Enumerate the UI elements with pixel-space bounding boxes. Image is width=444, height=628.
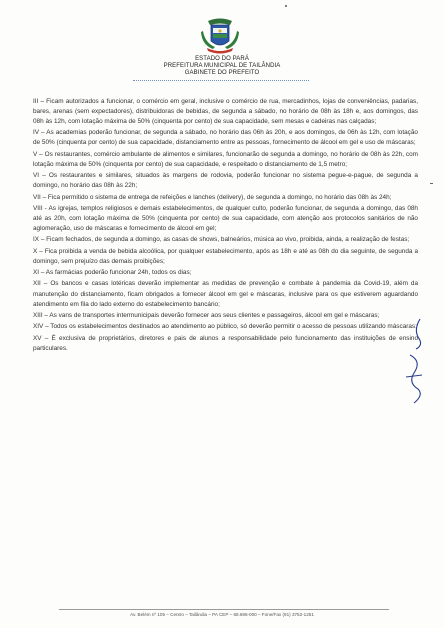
state-name: ESTADO DO PARÁ <box>195 56 249 62</box>
scan-speck <box>285 5 287 7</box>
paragraph-viii: VIII - As igrejas, templos religiosos e demais estabelecimentos, de qualquer culto, poderão funcionar, de segunda a domingo, das 08h até as 20h, com lotação máxima de 50% (cinquenta por cento) de sua capacidade, com atenção aos protocolos sanitários de não aglomeração, uso de máscaras e fornecimento de álcool em gel; <box>33 204 418 233</box>
office-name: GABINETE DO PREFEITO <box>184 70 260 76</box>
paragraph-iii: III – Ficam autorizados a funcionar, o comércio em geral, inclusive o comércio de rua, mercadinhos, lojas de conveniências, padarias, bares, arenas (sem expectadores), distribuidoras de bebidas, de segunda a sábado, no horário de 08h às 18h e, aos domingos, das 08h às 12h, com lotação máxima de 50% (cinquenta por cento) de sua capacidade, sem mesas e cadeiras nas calçadas; <box>33 98 418 126</box>
paragraph-xv: XV – É exclusiva de proprietários, diretores e pais de alunos a responsabilidade pelo funcionamento das instituições de ensino particulares. <box>33 334 418 352</box>
paragraph-vi: VI – Os restaurantes e similares, situados às margens de rodovia, poderão funcionar no sistema pegue-e-pague, de segunda a domingo, no horário das 08h às 22h; <box>33 172 418 190</box>
paragraph-xiv: XIV – Todos os estabelecimentos destinados ao atendimento ao público, só deverão permitir o acesso de pessoas utilizando máscaras; <box>33 323 417 331</box>
handwritten-signature-icon <box>400 315 432 410</box>
paragraph-xii: XII – Os bancos e casas lotéricas deverão implementar as medidas de prevenção e combate à pandemia da Covid-19, além da manutenção do distanciamento, ficam obrigados a fornecer álcool em gel e máscaras, inclusive para os que estiverem aguardando atendimento em fila do lado externo do estabelecimento bancário; <box>33 280 418 308</box>
paragraph-x: X – Fica proibida a venda de bebida alcoólica, por qualquer estabelecimento, após as 18h e até as 08h do dia seguinte, de segunda a domingo, sem prejuízo das demais proibições; <box>33 247 418 265</box>
paragraph-iv: IV – As academias poderão funcionar, de segunda a sábado, no horário das 06h às 20h, e aos domingos, de 06h às 12h, com lotação de 50% (cinquenta por cento) de sua capacidade, distanciamento entre as pessoas, fornecimento de álcool em gel e uso de máscaras; <box>33 129 418 147</box>
paragraph-xi: XI – As farmácias poderão funcionar 24h, todos os dias; <box>33 269 192 277</box>
municipality-name: PREFEITURA MUNICIPAL DE TAILÂNDIA <box>163 63 281 69</box>
margin-mark <box>430 183 433 184</box>
decree-body <box>33 97 418 355</box>
paragraph-v: V – Os restaurantes, comércio ambulante de alimentos e similares, funcionarão de segunda a domingo, no horário de 08h às 22h, com lotação máxima de 50% (cinquenta por cento) de sua capacidade, e respeitado o distanciamento de 1,5 metro; <box>33 150 418 168</box>
paragraph-vii: VII – Fica permitido o sistema de entrega de refeições e lanches (delivery), de segunda a domingo, no horário das 08h às 24h; <box>33 193 392 201</box>
paragraph-xiii: XIII – As vans de transportes intermunicipais deverão fornecer aos seus clientes e passageiros, álcool em gel e máscaras; <box>33 311 380 319</box>
header-divider <box>133 80 309 81</box>
footer-address: Av. Belém nº 105 – Centro – Tailândia – PA CEP – 68.695-000 – Fone/Fax (91) 3752-1251 <box>130 612 314 617</box>
municipal-coat-of-arms-icon <box>199 17 241 55</box>
footer-divider <box>59 609 389 610</box>
paragraph-ix: IX – Ficam fechados, de segunda a domingo, as casas de shows, balneários, música ao vivo, proibida, ainda, a realização de festas; <box>33 236 410 244</box>
